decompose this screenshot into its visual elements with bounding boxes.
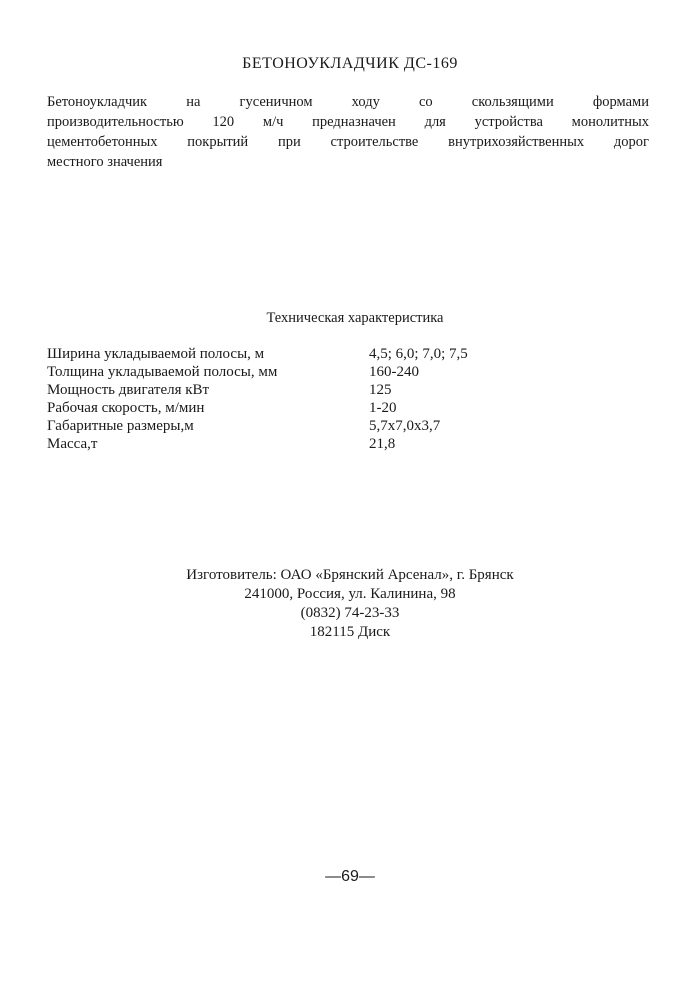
manufacturer-code: 182115 Диск bbox=[309, 624, 391, 640]
spec-value: 5,7х7,0х3,7 bbox=[369, 418, 441, 434]
spec-value: 160-240 bbox=[369, 364, 419, 380]
spec-label: Габаритные размеры,м bbox=[47, 418, 194, 434]
manufacturer-address: 241000, Россия, ул. Калинина, 98 bbox=[244, 586, 456, 602]
spec-value: 125 bbox=[369, 382, 392, 398]
spec-label: Рабочая скорость, м/мин bbox=[47, 400, 205, 416]
spec-value: 21,8 bbox=[369, 436, 396, 452]
intro-paragraph bbox=[47, 92, 649, 172]
spec-label: Масса,т bbox=[47, 436, 98, 452]
intro-line: Бетоноукладчик на гусеничном ходу со скользящими формами bbox=[47, 94, 649, 110]
spec-label: Ширина укладываемой полосы, м bbox=[47, 346, 265, 362]
document-title: БЕТОНОУКЛАДЧИК ДС-169 bbox=[242, 55, 458, 72]
intro-line: цементобетонных покрытий при строительстве внутрихозяйственных дорог bbox=[47, 134, 649, 150]
intro-line: местного значения bbox=[47, 154, 163, 170]
table-row bbox=[47, 399, 468, 417]
spec-label: Мощность двигателя кВт bbox=[47, 382, 210, 398]
table-row bbox=[47, 435, 468, 453]
table-row bbox=[47, 345, 468, 363]
spec-value: 1-20 bbox=[369, 400, 397, 416]
intro-line: производительностью 120 м/ч предназначен для устройства монолитных bbox=[47, 114, 649, 130]
manufacturer-name: Изготовитель: ОАО «Брянский Арсенал», г. Брянск bbox=[186, 567, 514, 583]
specs-table bbox=[47, 345, 468, 453]
table-row bbox=[47, 417, 468, 435]
table-row bbox=[47, 363, 468, 381]
specs-heading: Техническая характеристика bbox=[266, 310, 444, 326]
table-row bbox=[47, 381, 468, 399]
spec-label: Толщина укладываемой полосы, мм bbox=[47, 364, 278, 380]
page-number: —69— bbox=[325, 868, 375, 885]
manufacturer-phone: (0832) 74-23-33 bbox=[300, 605, 400, 621]
manufacturer-block bbox=[0, 566, 700, 642]
spec-value: 4,5; 6,0; 7,0; 7,5 bbox=[369, 346, 468, 362]
